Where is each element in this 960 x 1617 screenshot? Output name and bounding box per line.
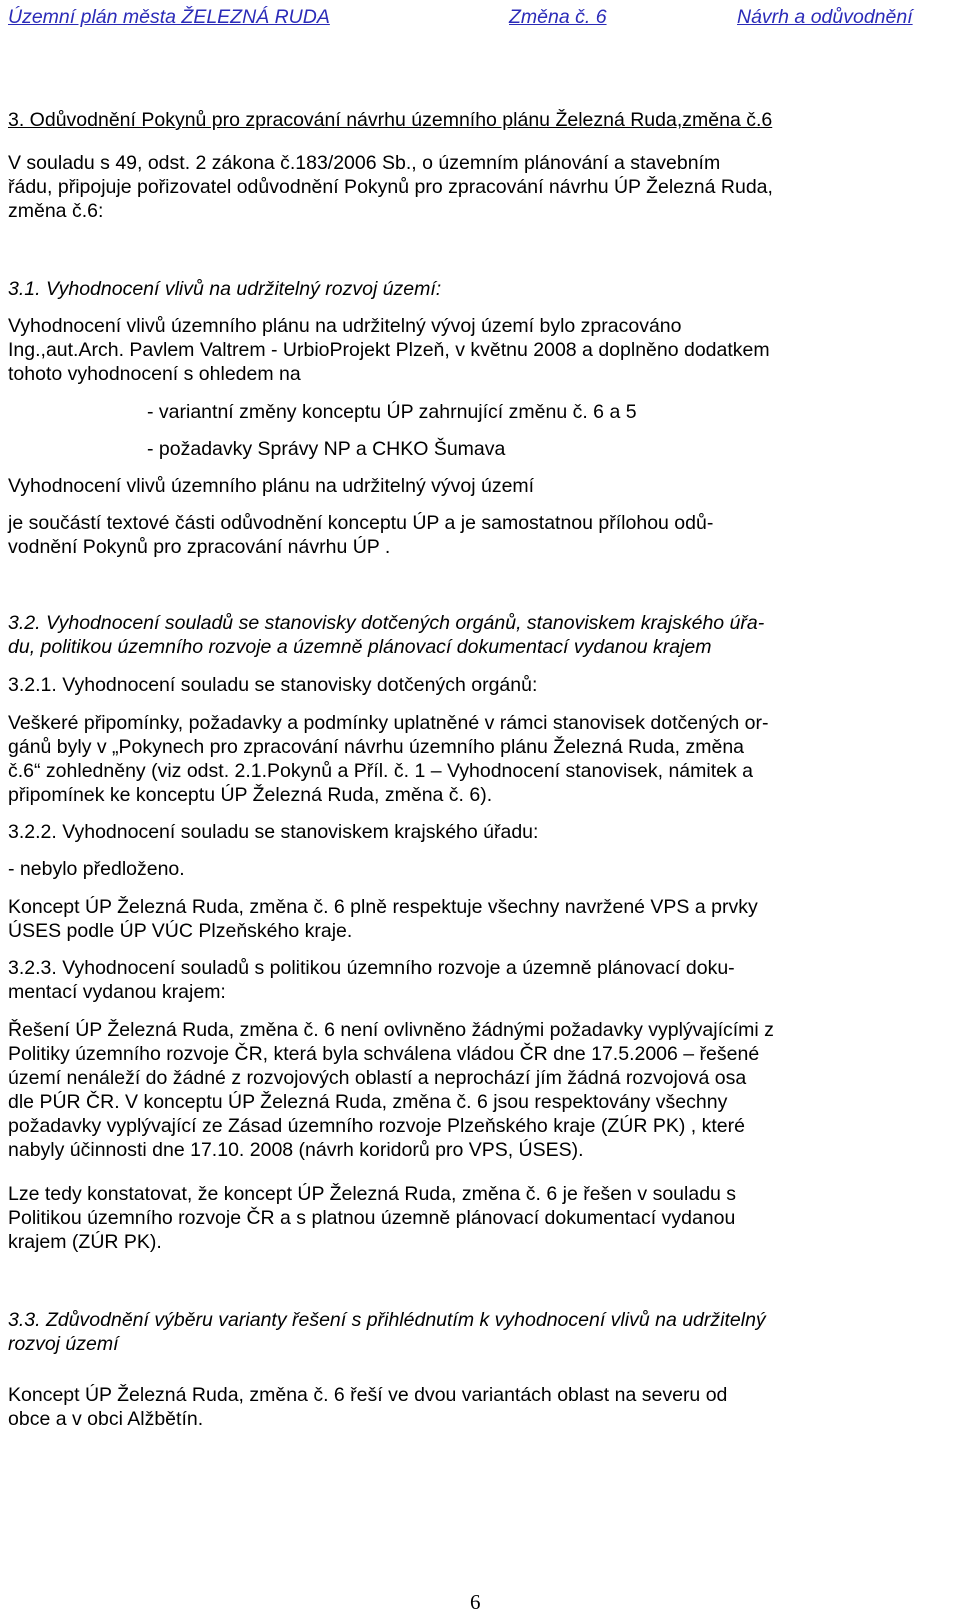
paragraph-line: změna č.6:: [8, 200, 104, 222]
paragraph-line: Koncept ÚP Železná Ruda, změna č. 6 plně respektuje všechny navržené VPS a prvky: [8, 896, 758, 918]
paragraph-line: gánů byly v „Pokynech pro zpracování návrhu územního plánu Železná Ruda, změna: [8, 736, 745, 758]
section-3-2-2-heading: 3.2.2. Vyhodnocení souladu se stanoviskem krajského úřadu:: [8, 821, 539, 843]
paragraph-line: vodnění Pokynů pro zpracování návrhu ÚP .: [8, 536, 391, 558]
paragraph-line: připomínek ke konceptu ÚP Železná Ruda, změna č. 6).: [8, 784, 493, 806]
paragraph-line: řádu, připojuje pořizovatel odůvodnění Pokynů pro zpracování návrhu ÚP Železná Ruda,: [8, 176, 773, 198]
paragraph-line: tohoto vyhodnocení s ohledem na: [8, 363, 301, 385]
paragraph-line: Lze tedy konstatovat, že koncept ÚP Železná Ruda, změna č. 6 je řešen v souladu s: [8, 1183, 737, 1205]
header-change: Změna č. 6: [509, 6, 607, 28]
paragraph-line: V souladu s 49, odst. 2 zákona č.183/2006 Sb., o územním plánování a stavebním: [8, 152, 721, 174]
paragraph-line: požadavky vyplývající ze Zásad územního rozvoje Plzeňského kraje (ZÚR PK) , které: [8, 1115, 745, 1137]
paragraph-line: Koncept ÚP Železná Ruda, změna č. 6 řeší ve dvou variantách oblast na severu od: [8, 1384, 728, 1406]
paragraph-line: Politikou územního rozvoje ČR a s platnou územně plánovací dokumentací vydanou: [8, 1207, 736, 1229]
header-title: Územní plán města ŽELEZNÁ RUDA: [8, 6, 330, 28]
list-item: - požadavky Správy NP a CHKO Šumava: [147, 438, 506, 460]
paragraph-line: je součástí textové části odůvodnění konceptu ÚP a je samostatnou přílohou odů-: [8, 512, 714, 534]
section-3-heading: 3. Odůvodnění Pokynů pro zpracování návrhu územního plánu Železná Ruda,změna č.6: [8, 109, 773, 131]
section-3-3-heading: rozvoj území: [8, 1333, 119, 1355]
paragraph-line: Politiky územního rozvoje ČR, která byla schválena vládou ČR dne 17.5.2006 – řešené: [8, 1043, 760, 1065]
paragraph-line: Ing.,aut.Arch. Pavlem Valtrem - UrbioProjekt Plzeň, v květnu 2008 a doplněno dodatkem: [8, 339, 770, 361]
list-item: - variantní změny konceptu ÚP zahrnující změnu č. 6 a 5: [147, 401, 637, 423]
paragraph-line: ÚSES podle ÚP VÚC Plzeňského kraje.: [8, 920, 353, 942]
paragraph-line: Vyhodnocení vlivů územního plánu na udržitelný vývoj území: [8, 475, 535, 497]
section-3-2-1-heading: 3.2.1. Vyhodnocení souladu se stanovisky dotčených orgánů:: [8, 674, 538, 696]
header-section: Návrh a odůvodnění: [737, 6, 913, 28]
paragraph-line: obce a v obci Alžbětín.: [8, 1408, 204, 1430]
paragraph-line: území nenáleží do žádné z rozvojových oblastí a neprochází jím žádná rozvojová osa: [8, 1067, 747, 1089]
paragraph-line: dle PÚR ČR. V konceptu ÚP Železná Ruda, změna č. 6 jsou respektovány všechny: [8, 1091, 728, 1113]
section-3-2-3-heading: mentací vydanou krajem:: [8, 981, 226, 1003]
page-number: 6: [470, 1590, 481, 1614]
page-header: [8, 6, 933, 32]
paragraph-line: č.6“ zohledněny (viz odst. 2.1.Pokynů a Příl. č. 1 – Vyhodnocení stanovisek, námitek a: [8, 760, 754, 782]
section-3-2-heading: 3.2. Vyhodnocení souladů se stanovisky dotčených orgánů, stanoviskem krajského úřa-: [8, 612, 765, 634]
paragraph-line: krajem (ZÚR PK).: [8, 1231, 162, 1253]
paragraph-line: Veškeré připomínky, požadavky a podmínky uplatněné v rámci stanovisek dotčených or-: [8, 712, 769, 734]
paragraph-line: - nebylo předloženo.: [8, 858, 185, 880]
section-3-2-3-heading: 3.2.3. Vyhodnocení souladů s politikou územního rozvoje a územně plánovací doku-: [8, 957, 735, 979]
paragraph-line: Řešení ÚP Železná Ruda, změna č. 6 není ovlivněno žádnými požadavky vyplývajícími z: [8, 1019, 774, 1041]
section-3-3-heading: 3.3. Zdůvodnění výběru varianty řešení s přihlédnutím k vyhodnocení vlivů na udržitelný: [8, 1309, 766, 1331]
section-3-1-heading: 3.1. Vyhodnocení vlivů na udržitelný rozvoj území:: [8, 278, 442, 300]
paragraph-line: Vyhodnocení vlivů územního plánu na udržitelný vývoj území bylo zpracováno: [8, 315, 682, 337]
paragraph-line: nabyly účinnosti dne 17.10. 2008 (návrh koridorů pro VPS, ÚSES).: [8, 1139, 584, 1161]
section-3-2-heading: du, politikou územního rozvoje a územně plánovací dokumentací vydanou krajem: [8, 636, 712, 658]
